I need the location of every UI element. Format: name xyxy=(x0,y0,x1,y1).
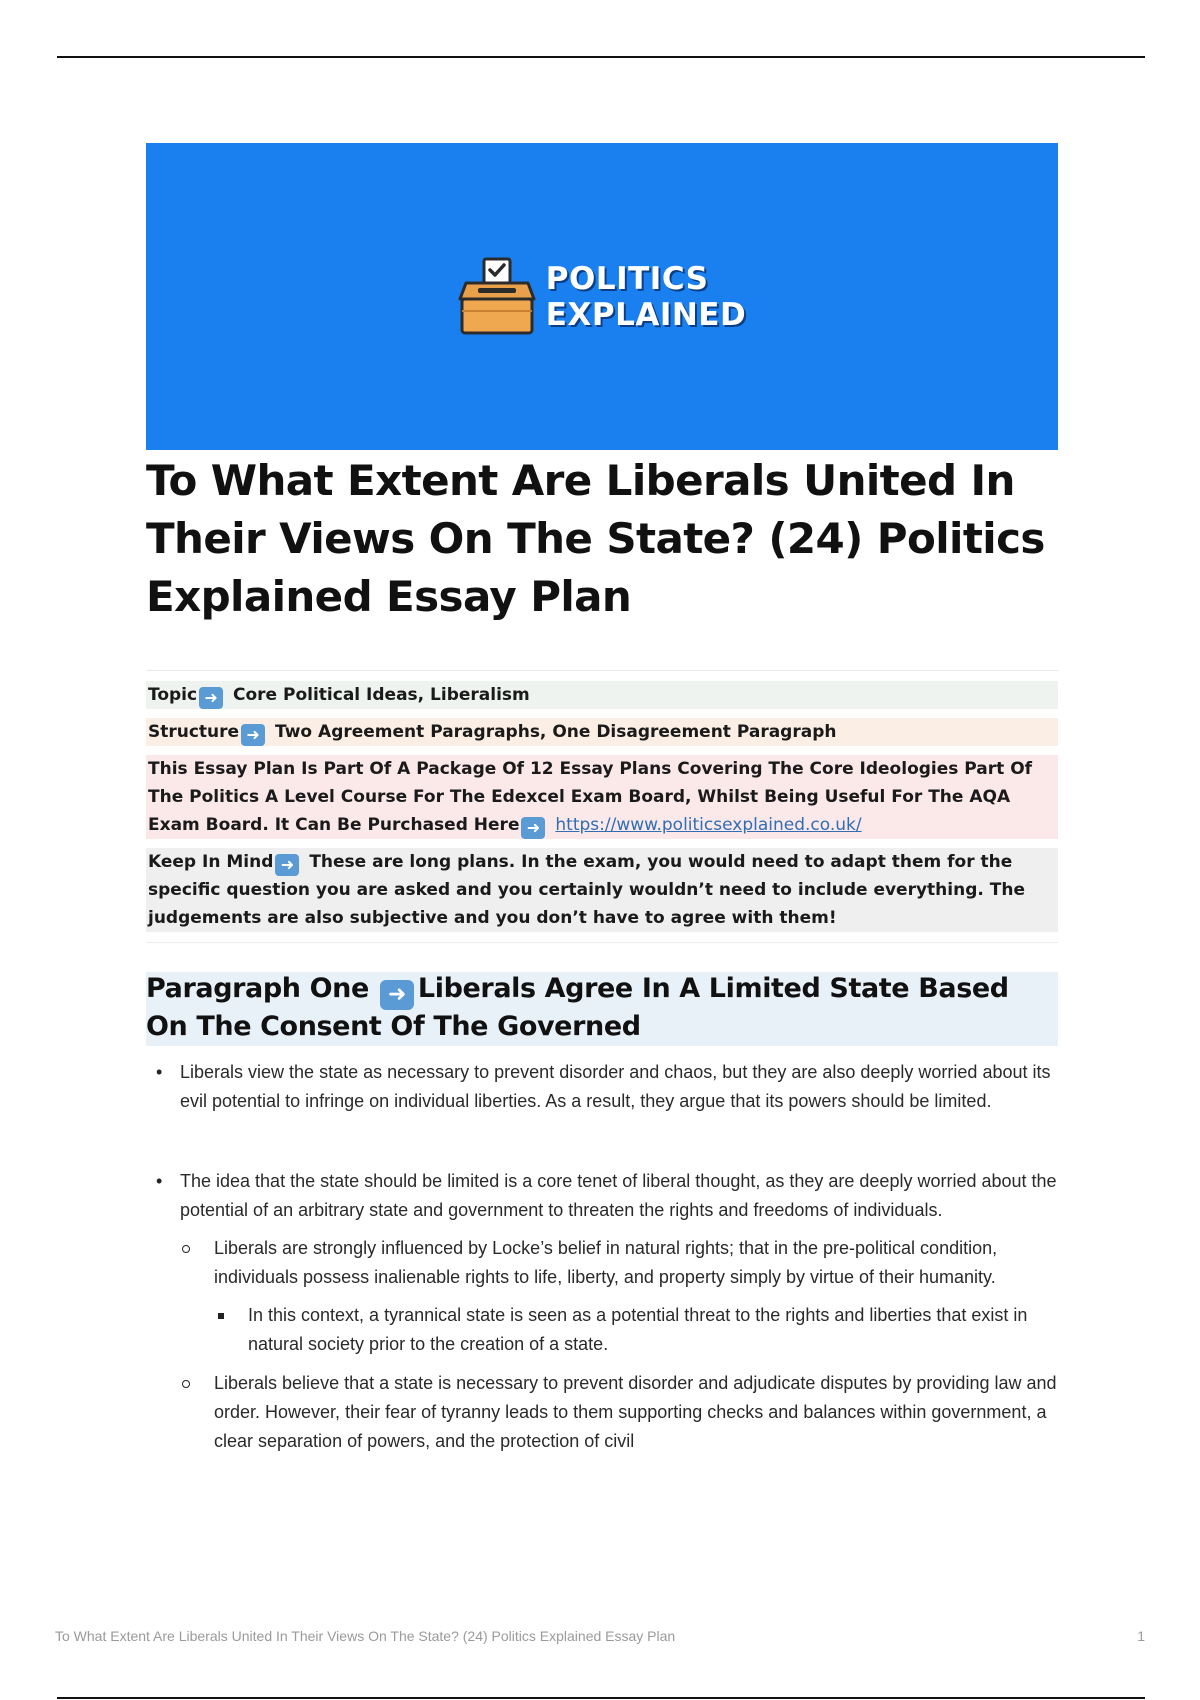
keep-value: These are long plans. In the exam, you would need to adapt them for the specific question you are asked and you certainly wouldn’t need to include everything. The judgements are also subjective and you don’t have to agree with them! xyxy=(148,852,1025,928)
sub-sub-list xyxy=(214,1301,1058,1359)
paragraph-title: Liberals Agree In A Limited State Based On The Consent Of The Governed xyxy=(146,973,1009,1042)
paragraph-label: Paragraph One xyxy=(146,973,369,1004)
logo-wordmark xyxy=(546,261,746,333)
list-item: • Liberals view the state as necessary to prevent disorder and chaos, but they are also deeply worried about its evil potential to infringe on individual liberties. As a result, they argue that its powers should be limited. xyxy=(146,1058,1058,1116)
structure-row xyxy=(146,718,1058,746)
header-banner xyxy=(146,143,1058,450)
topic-label: Topic xyxy=(148,685,198,705)
structure-value: Two Agreement Paragraphs, One Disagreement Paragraph xyxy=(275,722,837,742)
sub-list-item xyxy=(180,1234,1058,1359)
list-item xyxy=(146,1167,1058,1456)
package-text: This Essay Plan Is Part Of A Package Of 12 Essay Plans Covering The Core Ideologies Part Of The Politics A Level Course For The Edexcel Exam Board, Whilst Being Useful For The AQA Exam Board. It Can Be Purchased Here xyxy=(148,759,1033,835)
footer-title: To What Extent Are Liberals United In Their Views On The State? (24) Politics Explained Essay Plan xyxy=(55,1628,676,1644)
sub-list-item-text: Liberals are strongly influenced by Locke’s belief in natural rights; that in the pre-political condition, individuals possess inalienable rights to life, liberty, and property simply by virtue of their humanity. xyxy=(214,1238,998,1287)
page-number: 1 xyxy=(1137,1628,1145,1644)
topic-value: Core Political Ideas, Liberalism xyxy=(233,685,530,705)
divider xyxy=(146,942,1058,943)
logo-line-1: POLITICS xyxy=(545,260,709,297)
sub-list-item: Liberals believe that a state is necessary to prevent disorder and adjudicate disputes by providing law and order. However, their fear of tyranny leads to them supporting checks and balances within government, a clear separation of powers, and the protection of civil xyxy=(180,1369,1058,1456)
right-arrow-icon: ➜ xyxy=(241,724,265,746)
right-arrow-icon: ➜ xyxy=(380,980,414,1010)
politics-explained-logo xyxy=(458,257,746,337)
page-footer xyxy=(55,1628,1145,1644)
logo-line-2: EXPLAINED xyxy=(545,296,747,333)
bottom-rule xyxy=(57,1697,1145,1699)
sub-sub-list-item: In this context, a tyrannical state is seen as a potential threat to the rights and liberties that exist in natural society prior to the creation of a state. xyxy=(214,1301,1058,1359)
package-row xyxy=(146,755,1058,839)
divider xyxy=(146,670,1058,671)
sub-list xyxy=(180,1234,1058,1456)
right-arrow-icon: ➜ xyxy=(521,817,545,839)
topic-row xyxy=(146,681,1058,709)
bullet-list xyxy=(146,1058,1058,1456)
right-arrow-icon: ➜ xyxy=(199,687,223,709)
ballot-box-icon xyxy=(458,257,536,337)
keep-in-mind-row xyxy=(146,848,1058,932)
right-arrow-icon: ➜ xyxy=(275,854,299,876)
page-title: To What Extent Are Liberals United In Their Views On The State? (24) Politics Explained Essay Plan xyxy=(146,456,1045,621)
keep-label: Keep In Mind xyxy=(148,852,274,872)
paragraph-one-heading xyxy=(146,972,1058,1046)
purchase-link[interactable]: https://www.politicsexplained.co.uk/ xyxy=(555,815,862,835)
list-item-text: The idea that the state should be limited is a core tenet of liberal thought, as they are deeply worried about the potential of an arbitrary state and government to threaten the rights and freedoms of individuals. xyxy=(180,1171,1057,1220)
top-rule xyxy=(57,56,1145,58)
document-body xyxy=(146,143,1058,1456)
structure-label: Structure xyxy=(148,722,240,742)
